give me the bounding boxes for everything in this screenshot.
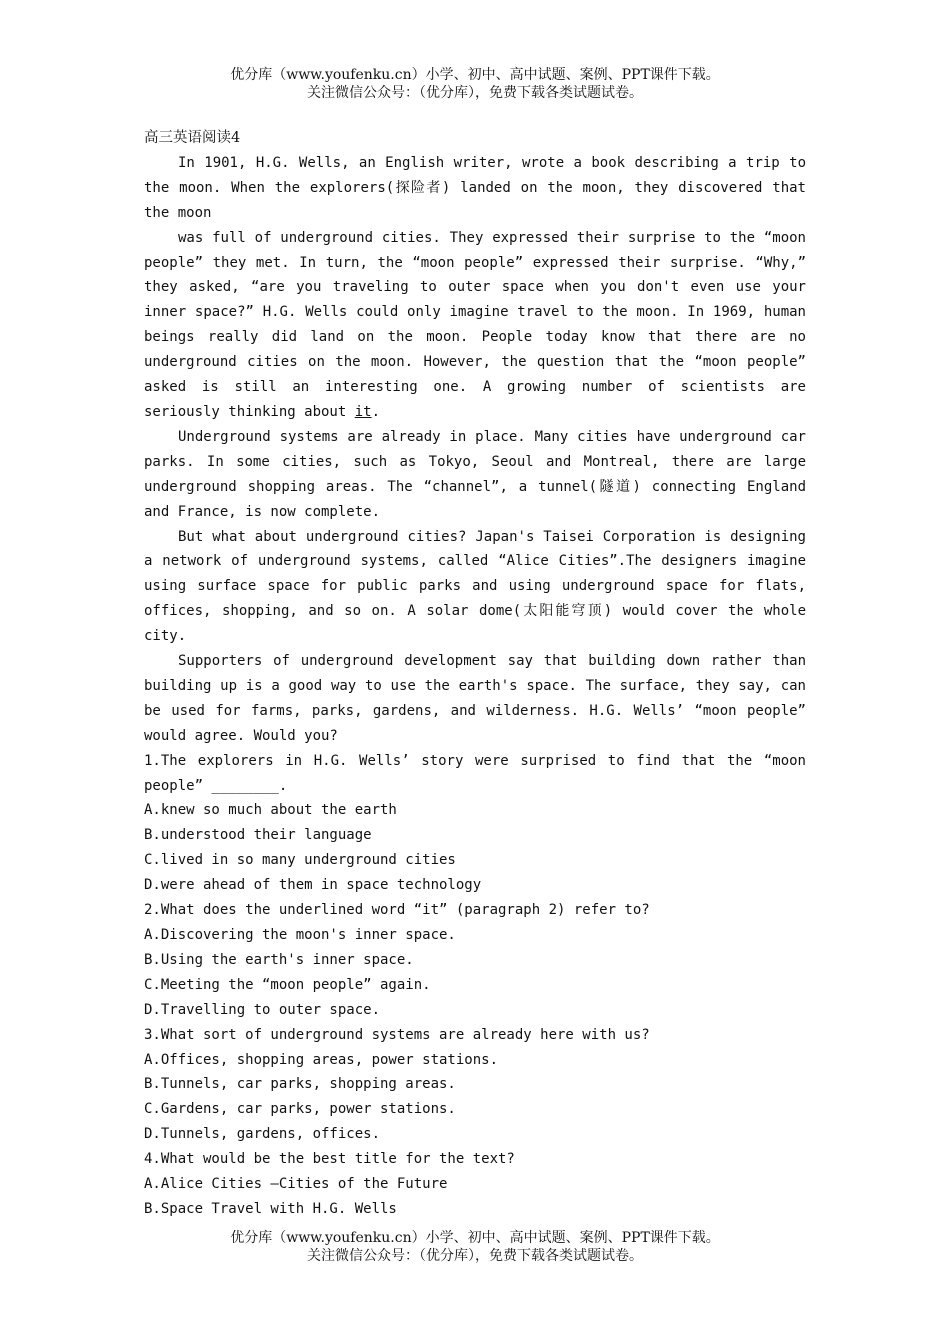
question-1-stem: 1.The explorers in H.G. Wells’ story were surprised to find that the “moon people” ________. [144,752,806,794]
footer-line-1: 优分库（www.youfenku.cn）小学、初中、高中试题、案例、PPT课件下载。 [230,1230,720,1246]
question-3-stem: 3.What sort of underground systems are already here with us? [144,1026,650,1043]
header-line-2: 关注微信公众号：（优分库），免费下载各类试题试卷。 [307,85,643,101]
question-3-option-a: A.Offices, shopping areas, power stations. [144,1051,499,1068]
paragraph-3: But what about underground cities? Japan's Taisei Corporation is designing a network of underground systems, called “Alice Cities”.The designers imagine using surface space for public parks and using underground space for flats, offices, shopping, and so on. A solar dome(太阳能穹顶) would cover the whole city. [144,528,806,645]
header-line-1: 优分库（www.youfenku.cn）小学、初中、高中试题、案例、PPT课件下载。 [230,67,720,83]
question-1-option-a: A.knew so much about the earth [144,802,397,819]
question-1-option-d: D.were ahead of them in space technology [144,877,482,894]
paragraph-2: Underground systems are already in place. Many cities have underground car parks. In some cities, such as Tokyo, Seoul and Montreal, there are large underground shopping areas. The “channel”, a tunnel(隧道) connecting England and France, is now complete. [144,428,806,520]
paragraph-1-start: In 1901, H.G. Wells, an English writer, wrote a book describing a trip to the moon. When the explorers(探险者) landed on the moon, they discovered that the moon [144,154,806,221]
question-2-option-d: D.Travelling to outer space. [144,1001,381,1018]
question-2 [144,898,806,1023]
question-3 [144,1023,806,1148]
question-1-option-b: B.understood their language [144,827,372,844]
question-1 [144,749,806,898]
question-4 [144,1147,806,1222]
footer-line-2: 关注微信公众号：（优分库），免费下载各类试题试卷。 [307,1248,643,1264]
question-4-stem: 4.What would be the best title for the text? [144,1151,515,1168]
paragraph-1-end: . [371,403,381,420]
question-2-stem: 2.What does the underlined word “it” (paragraph 2) refer to? [144,902,650,919]
question-3-option-b: B.Tunnels, car parks, shopping areas. [144,1076,456,1093]
paragraph-1-text: was full of underground cities. They expressed their surprise to the “moon people” they met. In turn, the “moon people” expressed their surprise. “Why,” they asked, “are you traveling to outer space when you don't even use your inner space?” H.G. Wells could only imagine travel to the moon. In 1969, human beings really did land on the moon. People today know that there are no underground cities on the moon. However, the question that the “moon people” asked is still an interesting one. A growing number of scientists are seriously thinking about [144,229,806,420]
document-body [144,126,806,1222]
question-2-option-b: B.Using the earth's inner space. [144,951,414,968]
question-4-option-b: B.Space Travel with H.G. Wells [144,1200,397,1217]
page-header [0,66,950,102]
document-title: 高三英语阅读4 [144,130,241,146]
question-4-option-a: A.Alice Cities —Cities of the Future [144,1176,448,1193]
paragraph-1-continued [144,226,806,425]
question-2-option-c: C.Meeting the “moon people” again. [144,976,431,993]
question-2-option-a: A.Discovering the moon's inner space. [144,927,456,943]
question-3-option-c: C.Gardens, car parks, power stations. [144,1101,456,1118]
page-footer [0,1229,950,1265]
question-3-option-d: D.Tunnels, gardens, offices. [144,1126,381,1143]
underlined-word-it: it [354,403,372,420]
question-1-option-c: C.lived in so many underground cities [144,852,456,869]
paragraph-4: Supporters of underground development say that building down rather than building up is a good way to use the earth's space. The surface, they say, can be used for farms, parks, gardens, and wilderness. H.G. Wells’ “moon people” would agree. Would you? [144,653,806,744]
